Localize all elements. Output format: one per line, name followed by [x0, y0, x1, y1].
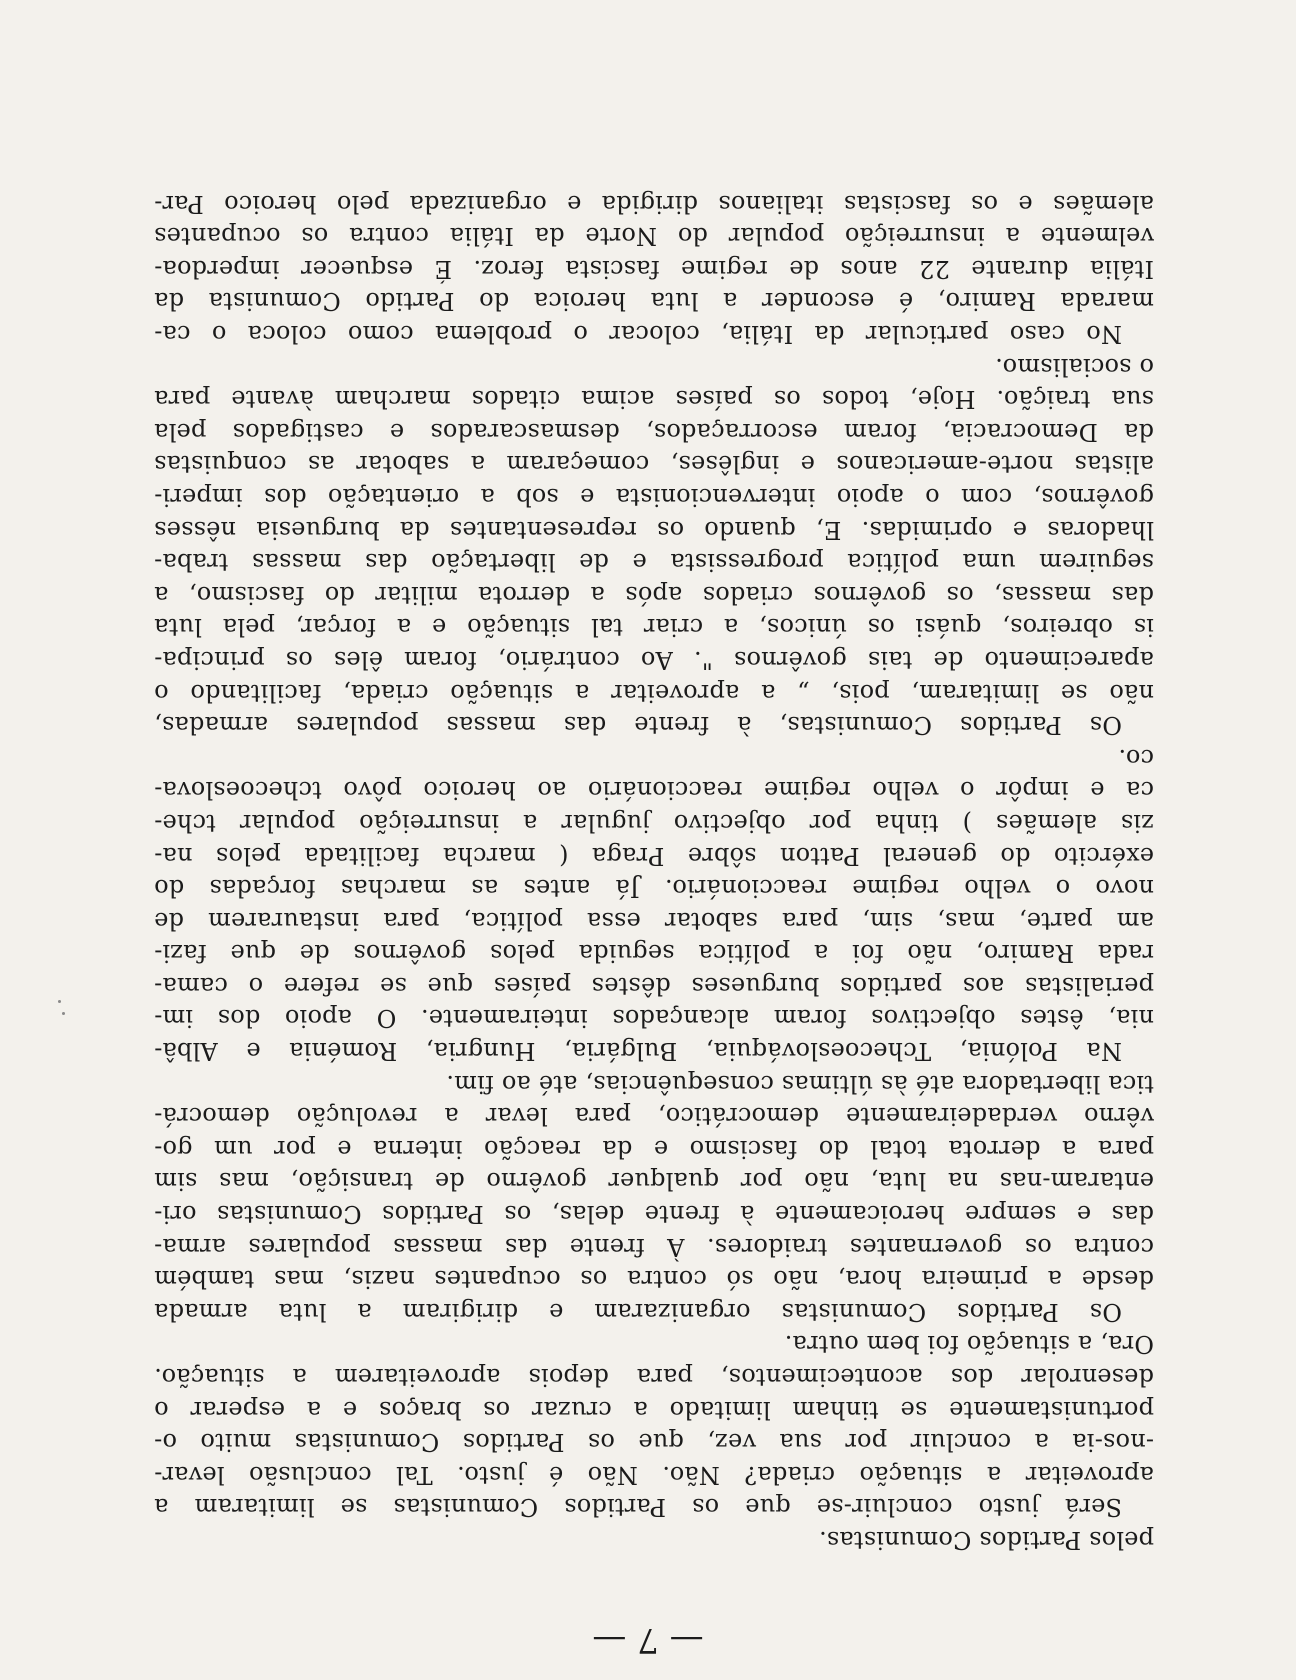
text-line: am parte, mas, sim, para sabotar essa política, para instaurarem de [154, 906, 1154, 935]
scan-speck [58, 1000, 61, 1003]
text-line: contra os governantes traidores. À frente das massas populares arma- [154, 1232, 1154, 1261]
text-line: portunistamente se tinham limitado a cruzar os braços e a esperar o [154, 1395, 1154, 1424]
body-text [154, 187, 1154, 1556]
text-line: alistas norte-americanos e inglêses, começaram a sabotar as conquistas [154, 450, 1154, 479]
text-line: govêrnos, com o apoio intervencionista e sob a orientação dos imperi- [154, 483, 1154, 511]
page-number: — 7 — [592, 1620, 704, 1660]
text-line: lhadoras e oprimidas. E, quando os representantes da burguesia nêsses [154, 515, 1154, 544]
text-line: marada Ramiro, é esconder a luta heroica do Partido Comunista da [154, 287, 1154, 316]
text-line: aparecimento de tais govêrnos ". Ao contrário, foram êles os principa- [154, 645, 1154, 674]
text-line: Os Partidos Comunistas, à frente das massas populares armadas, [154, 711, 1122, 740]
text-line: rada Ramiro, não foi a política seguida pelos govêrnos de que fazi- [154, 939, 1154, 968]
text-line: exército do general Patton sôbre Praga ( marcha facilitada pelos na- [154, 841, 1154, 870]
text-line: co. [1118, 743, 1154, 772]
text-line: vêrno verdadeiramente democrático, para levar a revolução democrá- [154, 1102, 1154, 1131]
text-line: nia, êstes objectivos foram alcançados inteiramente. O apoio dos im- [154, 1004, 1154, 1033]
text-line: ca e impôr o velho regime reaccionário ao heroico pôvo tchecoeslova- [154, 776, 1154, 805]
text-line: velmente a insurreição popular do Norte da Itália contra os ocupantes [154, 222, 1154, 251]
text-line: No caso particular da Itália, colocar o problema como coloca o ca- [154, 320, 1122, 349]
text-line: seguirem uma política progressista e de libertação das massas traba- [154, 548, 1154, 577]
text-line: Será justo concluir-se que os Partidos Comunistas se limitaram a [154, 1493, 1122, 1522]
text-line: tica libertadora até às últimas consequências, até ao fim. [446, 1069, 1154, 1098]
text-line: perialistas aos partidos burgueses dêstes países que se refere o cama- [154, 971, 1154, 1000]
text-line: não se limitaram, pois, „ a aproveitar a situação criada, facilitando o [154, 678, 1154, 707]
text-line: da Democracia, foram escorraçados, desmascarados e castigados pela [154, 417, 1154, 446]
text-line: pelos Partidos Comunistas. [818, 1526, 1154, 1554]
text-line: is obreiros, quási os únicos, a criar tal situação e a forçar, pela luta [154, 613, 1154, 642]
text-line: para a derrota total do fascismo e da reacção interna e por um go- [154, 1134, 1154, 1163]
scan-speck [62, 1012, 65, 1015]
text-line: das e sempre heroicamente à frente delas, os Partidos Comunistas ori- [154, 1200, 1154, 1229]
text-line: Os Partidos Comunistas organizaram e dirigiram a luta armada [154, 1297, 1122, 1326]
text-line: novo o velho regime reaccionário. Já antes as marchas forçadas do [154, 874, 1154, 903]
text-line: desde a primeira hora, não só contra os ocupantes nazis, mas também [154, 1265, 1154, 1294]
text-line: alemães e os fascistas italianos dirigida e organizada pelo heroico Par- [154, 189, 1154, 218]
text-line: sua traição. Hoje, todos os países acima citados marcham àvante para [154, 385, 1154, 414]
text-line: entaram-nas na luta, não por qualquer govêrno de transição, mas sim [154, 1167, 1154, 1196]
text-line: Ora, a situação foi bem outra. [784, 1330, 1154, 1359]
text-line: desenrolar dos acontecimentos, para depois aproveitarem a situação. [154, 1363, 1154, 1392]
text-line: das massas, os govêrnos criados após a derrota militar do fascismo, a [154, 580, 1154, 609]
text-line: aproveitar a situação criada? Não. Não é justo. Tal conclusão levar- [154, 1460, 1154, 1489]
text-line: zis alemães ) tinha por objectivo jugular a insurreição popular tche- [154, 808, 1154, 837]
text-line: -nos-ia a concluir por sua vez, que os Partidos Comunistas muito o- [154, 1428, 1154, 1457]
text-line: Na Polónia, Tchecoeslováquia, Bulgária, Hungria, Roménia e Albâ- [154, 1037, 1122, 1066]
text-line: Itália durante 22 anos de regime fascista feroz. É esquecer imperdoa- [154, 254, 1154, 283]
text-line: o socialismo. [995, 352, 1154, 381]
